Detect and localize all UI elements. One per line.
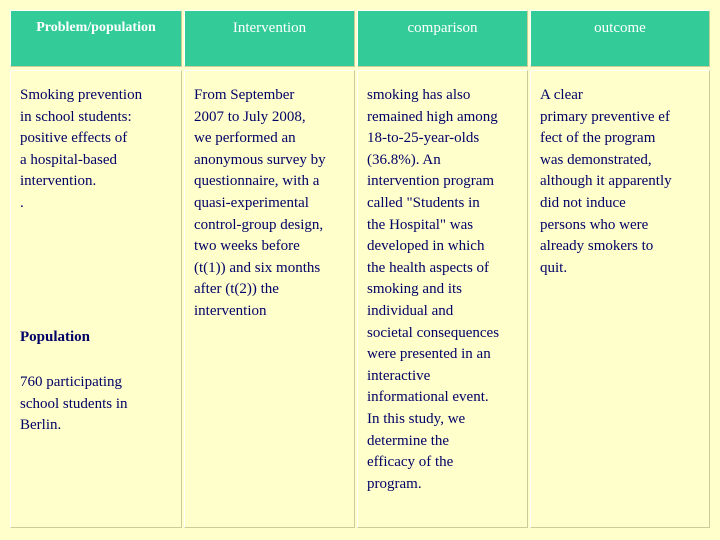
text-line: interactive xyxy=(367,367,431,384)
text-line: individual and xyxy=(367,302,454,319)
cell-problem-population xyxy=(10,70,182,528)
text-line: already smokers to xyxy=(540,238,654,255)
evidence-table xyxy=(10,10,710,529)
text-line: . xyxy=(20,194,24,211)
text-line: program. xyxy=(367,475,422,492)
text-line: we performed an xyxy=(194,130,296,147)
header-label: outcome xyxy=(594,20,646,36)
text-line: did not induce xyxy=(540,194,626,211)
intervention-text xyxy=(194,85,350,323)
text-line: intervention program xyxy=(367,173,495,190)
outcome-text xyxy=(540,85,705,279)
text-line: Berlin. xyxy=(20,417,62,434)
text-line: the health aspects of xyxy=(367,259,490,276)
header-label: comparison xyxy=(407,20,478,36)
text-line: 2007 to July 2008, xyxy=(194,108,306,125)
text-line: called "Students in xyxy=(367,194,480,211)
text-line: societal consequences xyxy=(367,324,500,341)
text-line: the Hospital" was xyxy=(367,216,474,233)
header-label: Problem/population xyxy=(36,20,156,35)
text-line: 760 participating xyxy=(20,374,123,390)
text-line: smoking has also xyxy=(367,87,471,103)
cell-outcome xyxy=(530,70,710,528)
population-title: Population xyxy=(20,329,91,345)
text-line: remained high among xyxy=(367,108,498,125)
text-line: (t(1)) and six months xyxy=(194,259,321,276)
text-line: questionnaire, with a xyxy=(194,173,320,190)
text-line: efficacy of the xyxy=(367,454,454,471)
text-line: 18-to-25-year-olds xyxy=(367,130,480,147)
text-line: informational event. xyxy=(367,389,489,406)
text-line: From September xyxy=(194,87,295,103)
text-line: anonymous survey by xyxy=(194,151,326,168)
text-line: quit. xyxy=(540,259,568,276)
text-line: in school students: xyxy=(20,108,132,125)
header-problem-population xyxy=(10,10,182,67)
cell-comparison xyxy=(357,70,528,528)
text-line: were presented in an xyxy=(367,346,491,363)
header-label: Intervention xyxy=(232,20,307,36)
text-line: positive effects of xyxy=(20,130,128,147)
text-line: determine the xyxy=(367,432,450,449)
text-line: two weeks before xyxy=(194,238,300,255)
text-line: after (t(2)) the xyxy=(194,281,279,298)
text-line: quasi-experimental xyxy=(194,194,309,211)
header-outcome xyxy=(530,10,710,67)
text-line: intervention. xyxy=(20,173,97,190)
cell-intervention xyxy=(184,70,355,528)
text-line: primary preventive ef xyxy=(540,108,670,125)
text-line: A clear xyxy=(540,87,583,103)
problem-text xyxy=(20,85,177,215)
text-line: smoking and its xyxy=(367,281,463,298)
text-line: Smoking prevention xyxy=(20,87,143,103)
text-line: a hospital-based xyxy=(20,151,118,168)
text-line: although it apparently xyxy=(540,173,672,190)
text-line: was demonstrated, xyxy=(540,151,652,168)
text-line: (36.8%). An xyxy=(367,151,441,168)
population-text xyxy=(20,372,177,437)
text-line: In this study, we xyxy=(367,410,466,427)
header-intervention xyxy=(184,10,355,67)
text-line: fect of the program xyxy=(540,130,656,147)
text-line: developed in which xyxy=(367,238,485,255)
text-line: intervention xyxy=(194,302,267,319)
text-line: school students in xyxy=(20,395,128,412)
text-line: control-group design, xyxy=(194,216,324,233)
comparison-text xyxy=(367,85,523,495)
header-comparison xyxy=(357,10,528,67)
text-line: persons who were xyxy=(540,216,649,233)
